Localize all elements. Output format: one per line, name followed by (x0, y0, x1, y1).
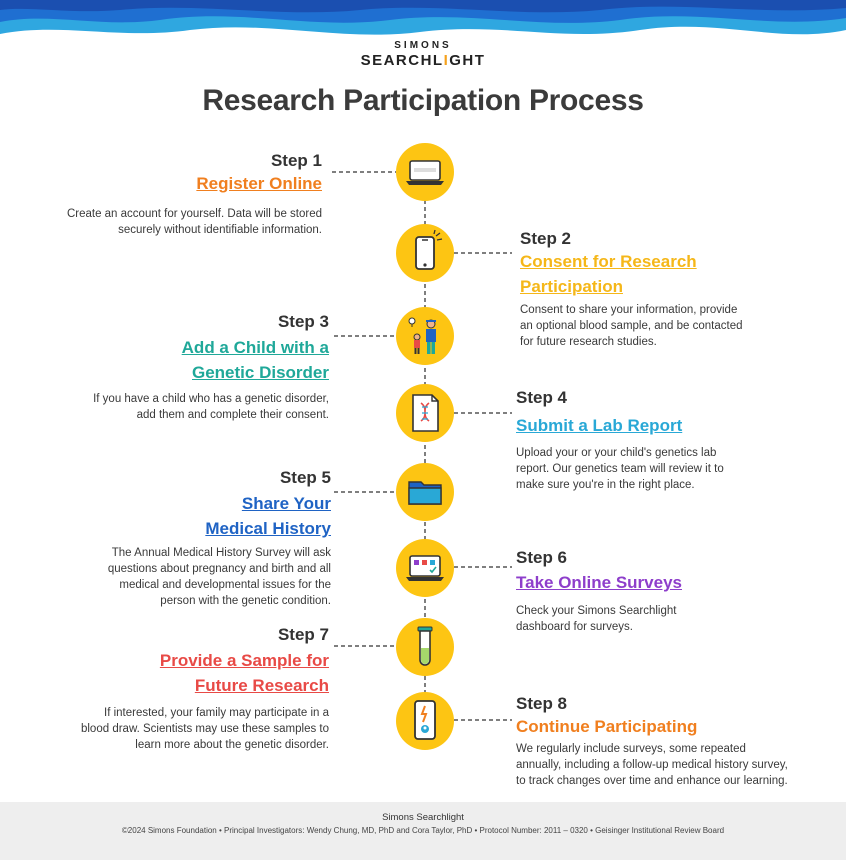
step-description (516, 445, 826, 493)
step-number: Step 6 (516, 548, 568, 567)
step-description-line: person with the genetic condition. (160, 595, 331, 607)
step-description (11, 545, 331, 609)
step-title-line: Continue Participating (516, 717, 698, 736)
step-5 (11, 468, 331, 609)
step-title-line: Submit a Lab Report (516, 416, 683, 435)
step-description-line: medical and developmental issues for the (119, 579, 331, 591)
step-title-link[interactable] (9, 648, 329, 698)
step-7 (9, 625, 329, 753)
step-description-line: make sure you're in the right place. (516, 479, 695, 491)
step-title-link[interactable] (9, 335, 329, 385)
step-title-link[interactable] (520, 249, 830, 299)
step-number: Step 2 (520, 229, 572, 248)
step-description-line: report. Our genetics team will review it to (516, 463, 724, 475)
brand-logo-bolt: I (443, 52, 450, 69)
footer-organization: Simons Searchlight (382, 812, 464, 823)
step-description (9, 391, 329, 423)
step-4 (516, 388, 826, 493)
step-title-line: Genetic Disorder (192, 363, 329, 382)
brand-wordmark-top: SIMONS (394, 40, 452, 51)
step-description-line: We regularly include surveys, some repeated (516, 743, 746, 755)
family-icon (396, 307, 454, 365)
step-description-line: an optional blood sample, and be contacted (520, 320, 743, 332)
step-description-line: Upload your or your child's genetics lab (516, 447, 717, 459)
step-description-line: for future research studies. (520, 336, 657, 348)
step-description-line: Create an account for yourself. Data will be stored (66, 208, 322, 220)
step-description (2, 206, 322, 238)
step-number: Step 1 (270, 151, 322, 170)
step-description (516, 741, 836, 789)
step-title-line: Register Online (196, 174, 322, 193)
step-title-line: Participation (520, 277, 623, 296)
step-title-line: Provide a Sample for (159, 651, 329, 670)
folder-icon (396, 463, 454, 521)
step-description (516, 603, 826, 635)
step-3 (9, 312, 329, 423)
step-description-line: blood draw. Scientists may use these samples to (80, 723, 329, 735)
step-title (516, 714, 836, 739)
step-number: Step 8 (516, 694, 568, 713)
mobile-profile-icon (396, 692, 454, 750)
phone-icon (396, 224, 454, 282)
step-title-line: Take Online Surveys (516, 573, 682, 592)
step-title-link[interactable] (2, 171, 322, 196)
footer (0, 802, 846, 860)
step-number: Step 5 (279, 468, 331, 487)
step-1 (2, 151, 322, 238)
step-description-line: annually, including a follow-up medical history survey, (516, 759, 788, 771)
survey-laptop-icon (396, 539, 454, 597)
step-title-link[interactable] (516, 413, 826, 438)
step-title-line: Consent for Research (520, 252, 697, 271)
step-title-line: Add a Child with a (181, 338, 329, 357)
dna-document-icon (396, 384, 454, 442)
step-title-link[interactable] (516, 570, 826, 595)
step-description-line: to track changes over time and enhance our learning. (516, 775, 788, 787)
step-description-line: The Annual Medical History Survey will ask (111, 547, 331, 559)
footer-credits: ©2024 Simons Foundation • Principal Investigators: Wendy Chung, MD, PhD and Cora Taylor, PhD • Protocol Number: 2011 – 0320 • Geisinger Institutional Review Board (121, 826, 725, 835)
step-description-line: add them and complete their consent. (136, 409, 329, 421)
step-description-line: Check your Simons Searchlight (516, 605, 677, 617)
laptop-icon (396, 143, 454, 201)
step-6 (516, 548, 826, 635)
step-description-line: questions about pregnancy and birth and all (107, 563, 331, 575)
step-description-line: dashboard for surveys. (516, 621, 633, 633)
test-tube-icon (396, 618, 454, 676)
step-number: Step 3 (277, 312, 329, 331)
brand-logo-part: SEARCHL (360, 52, 444, 69)
page-title: Research Participation Process (202, 84, 644, 117)
step-description-line: securely without identifiable information. (118, 224, 322, 236)
step-description (520, 302, 830, 350)
step-number: Step 4 (516, 388, 568, 407)
step-description-line: learn more about the genetic disorder. (135, 739, 329, 751)
step-number: Step 7 (277, 625, 329, 644)
step-description-line: If interested, your family may participate in a (104, 707, 329, 719)
step-title-line: Medical History (205, 519, 331, 538)
step-8 (516, 694, 836, 789)
step-description (9, 705, 329, 753)
step-description-line: Consent to share your information, provide (520, 304, 738, 316)
brand-logo (0, 52, 846, 69)
step-description-line: If you have a child who has a genetic disorder, (93, 393, 329, 405)
step-title-link[interactable] (11, 491, 331, 541)
step-2 (520, 229, 830, 350)
step-title-line: Share Your (241, 494, 331, 513)
step-title-line: Future Research (194, 676, 329, 695)
brand-logo-part: GHT (449, 52, 486, 69)
